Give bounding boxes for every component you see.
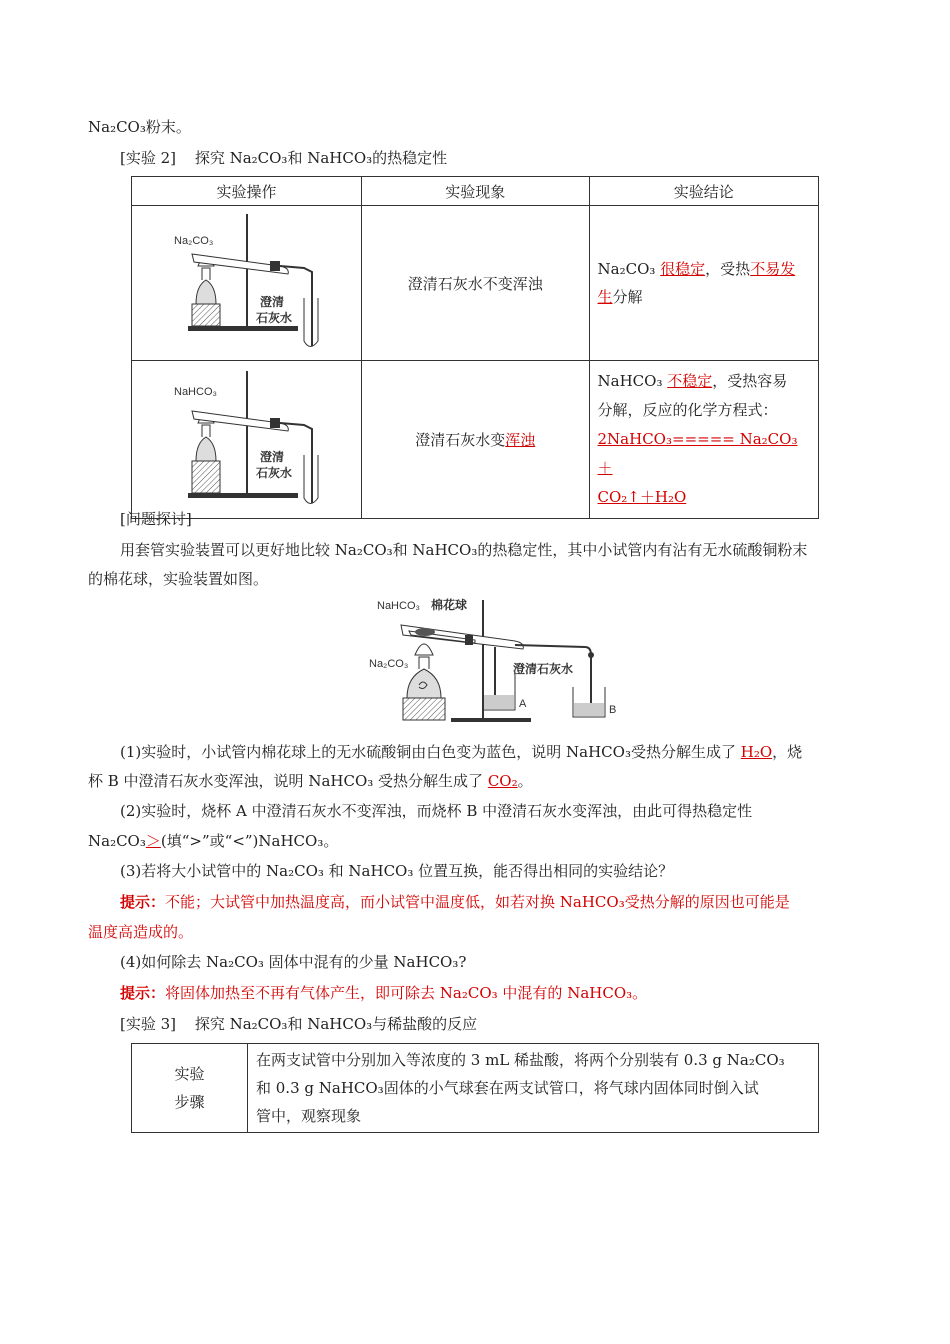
fig2-label-limewater-2: 石灰水 — [256, 465, 293, 480]
discussion-intro-line1: 用套管实验装置可以更好地比较 Na₂CO₃和 NaHCO₃的热稳定性，其中小试管内有沾有无水硫酸铜粉末 — [120, 541, 808, 559]
q1-line2-text: 杯 B 中澄清石灰水变浑浊，说明 NaHCO₃ 受热分解生成了 — [88, 772, 488, 790]
nested-tube-apparatus-figure — [365, 595, 625, 725]
q3-hint-line1 — [120, 891, 790, 913]
exp2-heading-label: [实验 2] — [120, 149, 177, 167]
q1-answer-h2o: H₂O — [740, 743, 773, 761]
fig3-label-na2co3: Na₂CO₃ — [369, 658, 409, 670]
fig1-label-na2co3: Na₂CO₃ — [174, 235, 214, 247]
q3-hint-text: 不能；大试管中加热温度高，而小试管中温度低，如若对换 NaHCO₃受热分解的原因也可能是 — [165, 893, 790, 911]
discussion-label: [问题探讨] — [120, 510, 192, 528]
q2-line1: (2)实验时，烧杯 A 中澄清石灰水不变浑浊，而烧杯 B 中澄清石灰水变浑浊，由此可得热稳定性 — [120, 802, 753, 820]
q2-line2 — [88, 830, 338, 852]
exp2-table — [131, 176, 819, 519]
row2-phenomenon-answer: 浑浊 — [505, 431, 536, 449]
q3-hint-label: 提示： — [120, 893, 166, 911]
q3-hint-line2: 温度高造成的。 — [88, 923, 194, 941]
q1-line1 — [120, 741, 802, 763]
row1-conclusion-answer3: 生 — [597, 288, 613, 306]
exp3-row-content — [248, 1044, 819, 1133]
fig2-label-limewater-1: 澄清 — [260, 449, 285, 464]
row2-equation-line2: CO₂↑＋H₂O — [597, 488, 687, 506]
row2-conclusion-part1: NaHCO₃ — [597, 372, 668, 390]
exp3-row-label-line1: 实验 — [174, 1065, 205, 1083]
na2co3-heating-apparatus-figure — [132, 206, 361, 356]
fig3-label-beaker-b: B — [609, 704, 617, 716]
fig2-label-nahco3: NaHCO₃ — [174, 385, 217, 398]
q1-line2 — [88, 770, 533, 792]
row1-conclusion-answer2: 不易发 — [750, 260, 796, 278]
row2-phenomenon-text: 澄清石灰水变 — [415, 431, 506, 449]
fig1-label-limewater-2: 石灰水 — [256, 311, 293, 325]
exp2-header-conclusion: 实验结论 — [589, 177, 818, 206]
fig3-label-limewater: 澄清石灰水 — [513, 662, 574, 676]
exp3-row-text-line3: 管中，观察现象 — [256, 1107, 362, 1125]
row2-conclusion-line2: 分解，反应的化学方程式： — [597, 401, 778, 419]
exp2-row2-phenomenon — [362, 361, 590, 519]
exp3-table — [131, 1043, 819, 1133]
q1-line1-text: (1)实验时，小试管内棉花球上的无水硫酸铜由白色变为蓝色，说明 NaHCO₃受热分解生成了 — [120, 743, 741, 761]
fig3-label-nahco3: NaHCO₃ — [377, 600, 420, 612]
exp3-row-label-line2: 步骤 — [174, 1093, 205, 1111]
q4-hint-text: 将固体加热至不再有气体产生，即可除去 Na₂CO₃ 中混有的 NaHCO₃。 — [165, 984, 648, 1002]
exp2-row1-phenomenon: 澄清石灰水不变浑浊 — [362, 206, 590, 361]
exp3-row-text-line1: 在两支试管中分别加入等浓度的 3 mL 稀盐酸，将两个分别装有 0.3 g Na₂CO₃ — [256, 1051, 785, 1069]
exp2-row-na2co3 — [132, 206, 819, 361]
fig3-label-beaker-a: A — [519, 698, 527, 710]
q4-hint-label: 提示： — [120, 984, 166, 1002]
exp2-row-nahco3 — [132, 361, 819, 519]
row2-conclusion-part2: ，受热容易 — [712, 372, 788, 390]
row2-equation-line1: 2NaHCO₃===== Na₂CO₃ ＋ — [597, 430, 798, 477]
fig1-label-limewater-1: 澄清 — [260, 295, 285, 309]
nahco3-heating-apparatus-figure — [132, 363, 361, 513]
q2-answer: ＞ — [145, 832, 161, 850]
exp2-heading — [120, 147, 447, 169]
q1-answer-co2: CO₂ — [487, 772, 518, 790]
row1-conclusion-answer1: 很稳定 — [660, 260, 706, 278]
q4-hint — [120, 982, 647, 1004]
exp2-row1-figure-cell — [132, 206, 362, 361]
row1-conclusion-part3: 分解 — [612, 288, 643, 306]
row2-conclusion-answer1: 不稳定 — [667, 372, 713, 390]
exp3-row-text-line2: 和 0.3 g NaHCO₃固体的小气球套在两支试管口，将气球内固体同时倒入试 — [256, 1079, 759, 1097]
exp2-row2-conclusion — [589, 361, 818, 519]
exp2-row2-figure-cell — [132, 361, 362, 519]
exp3-row-steps — [132, 1044, 819, 1133]
row1-conclusion-part2: ，受热 — [705, 260, 751, 278]
q3-question: (3)若将大小试管中的 Na₂CO₃ 和 NaHCO₃ 位置互换，能否得出相同的实验结论？ — [120, 862, 674, 880]
exp2-row1-conclusion — [589, 206, 818, 361]
exp2-heading-text: 探究 Na₂CO₃和 NaHCO₃的热稳定性 — [194, 149, 448, 167]
q1-line2-tail: 。 — [517, 772, 533, 790]
exp3-heading — [120, 1013, 477, 1035]
q1-line1-tail: ，烧 — [772, 743, 803, 761]
exp3-heading-label: [实验 3] — [120, 1015, 177, 1033]
exp3-heading-text: 探究 Na₂CO₃和 NaHCO₃与稀盐酸的反应 — [194, 1015, 478, 1033]
row1-conclusion-part1: Na₂CO₃ — [597, 260, 661, 278]
exp2-header-phenomenon: 实验现象 — [362, 177, 590, 206]
q4-question: (4)如何除去 Na₂CO₃ 固体中混有的少量 NaHCO₃? — [120, 953, 467, 971]
top-line: Na₂CO₃粉末。 — [88, 118, 191, 136]
discussion-intro-line2: 的棉花球，实验装置如图。 — [88, 570, 269, 588]
q2-line2-tail: (填“>”或“<”)NaHCO₃。 — [160, 832, 339, 850]
exp2-header-operation: 实验操作 — [132, 177, 362, 206]
exp3-row-label — [132, 1044, 248, 1133]
fig3-label-cotton: 棉花球 — [431, 598, 468, 612]
q2-line2-text: Na₂CO₃ — [88, 832, 146, 850]
exp2-table-header-row — [132, 177, 819, 206]
